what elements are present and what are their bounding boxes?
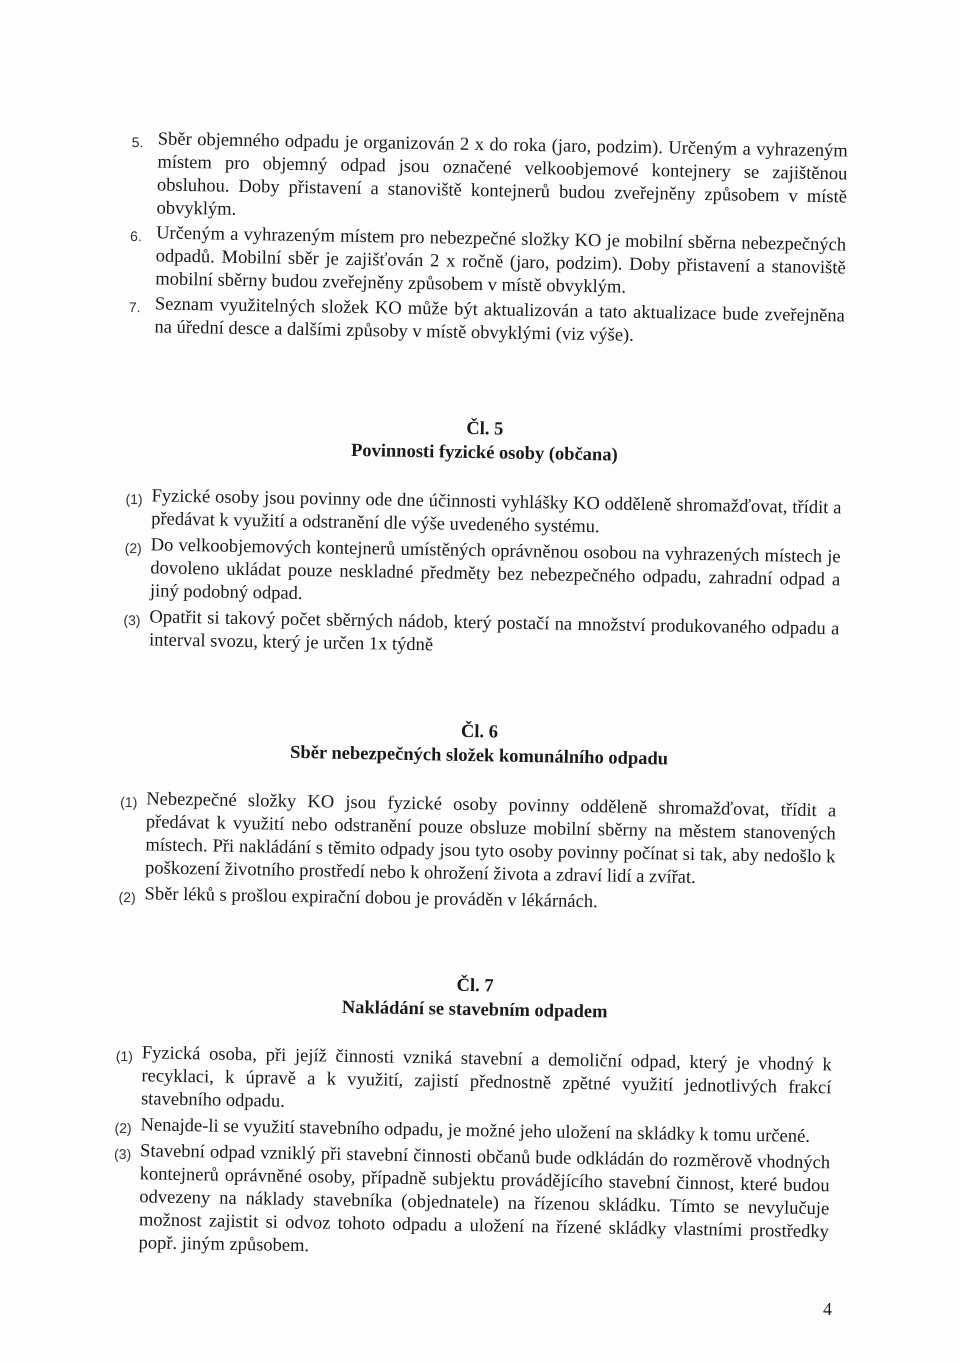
paragraph-number: (2) bbox=[114, 1119, 132, 1137]
paragraph-number: (2) bbox=[124, 539, 142, 557]
list-item-text: Seznam využitelných složek KO může být aktualizován a tato aktualizace bude zveřejněna na úřední desce a dalšími způsoby v místě obvyklými (viz výše). bbox=[154, 294, 845, 346]
paragraph-number: (1) bbox=[120, 793, 138, 811]
list-item-text: Určeným a vyhrazeným místem pro nebezpečné složky KO je mobilní sběrna nebezpečných odpadů. Mobilní sběr je zajišťován 2 x ročně (jaro, podzim). Doby přistavení a stanoviště mobilní sběrny budou zveřejněny způsobem v místě obvyklým. bbox=[155, 223, 847, 298]
paragraph-number: (1) bbox=[125, 490, 143, 508]
list-item-number: 7. bbox=[128, 298, 141, 316]
paragraph-number: (3) bbox=[123, 611, 141, 629]
paragraph bbox=[119, 788, 836, 892]
paragraph bbox=[124, 534, 841, 615]
paragraph-text: Stavební odpad vzniklý při stavební činnosti občanů bude odkládán do rozměrově vhodných kontejnerů oprávněné osoby, případně subjektu provádějícího stavební činnost, které budou odvezeny na náklady stavebníka (objednatele) na řízenou skládku. Tímto se nevylučuje možnost zajistit si odvoz tohoto odpadu a uložení na řízené skládky vlastními prostředky popř. jiným způsobem. bbox=[138, 1141, 831, 1257]
paragraph bbox=[125, 485, 842, 543]
paragraph-number: (3) bbox=[113, 1145, 132, 1163]
section-number: Čl. 5 bbox=[466, 418, 504, 440]
page-number: 4 bbox=[823, 1299, 832, 1319]
paragraph-text: Nenajde-li se využití stavebního odpadu, je možné jeho uložení na skládky k tomu určené. bbox=[140, 1115, 811, 1147]
paragraph-text: Fyzická osoba, při jejíž činnosti vzniká stavební a demoliční odpad, který je vhodný k recyklaci, k úpravě a k využití, zajistí přednostně zpětné využití jednotlivých frakcí stavebního odpadu. bbox=[140, 1043, 832, 1112]
paragraph-number: (1) bbox=[115, 1047, 134, 1065]
paragraph-text: Sběr léků s prošlou expirační dobou je prováděn v lékárnách. bbox=[144, 884, 598, 913]
section-title: Sběr nebezpečných složek komunálního odpadu bbox=[289, 742, 669, 770]
paragraph bbox=[115, 1042, 832, 1123]
page-content bbox=[112, 128, 848, 1270]
paragraph bbox=[112, 1140, 830, 1267]
paragraph-text: Nebezpečné složky KO jsou fyzické osoby povinny odděleně shromažďovat, třídit a předávat k využití nebo odstranění pouze obsluze mobilní sběrny na městem stanovených místech. Při nakládání s těmito odpady jsou tyto osoby povinny počínat si tak, aby nedošlo k poškození životního prostředí nebo k ohrožení života a zdraví lidí a zvířat. bbox=[144, 789, 837, 888]
list-item bbox=[128, 293, 845, 351]
list-item-number: 5. bbox=[131, 133, 144, 151]
paragraph-number: (2) bbox=[118, 888, 136, 906]
list-item bbox=[130, 128, 847, 232]
paragraph-text: Do velkoobjemových kontejnerů umístěných oprávněnou osobou na vyhrazených místech je dovoleno ukládat pouze neskladné předměty bez nebezpečného odpadu, zahradní odpad a jiný podobný odpad. bbox=[149, 535, 841, 605]
section-number: Čl. 7 bbox=[456, 975, 494, 997]
section-title: Nakládání se stavebním odpadem bbox=[341, 997, 608, 1023]
paragraph-text: Opatřit si takový počet sběrných nádob, který postačí na množství produkovaného odpadu a interval svozu, který je určen 1x týdně bbox=[148, 607, 840, 656]
paragraph-text: Fyzické osoby jsou povinny ode dne účinnosti vyhlášky KO odděleně shromažďovat, třídit a předávat k využití a odstranění dle výše uvedeného systému. bbox=[150, 486, 842, 538]
list-item bbox=[129, 222, 846, 303]
list-item-text: Sběr objemného odpadu je organizován 2 x do roka (jaro, podzim). Určeným a vyhrazeným místem pro objemný odpad jsou označené velkoobjemové kontejnery se zajištěnou obsluhou. Doby přistavení a stanoviště kontejnerů budou zveřejněny způsobem v místě obvyklým. bbox=[156, 129, 848, 220]
section-number: Čl. 6 bbox=[460, 721, 499, 743]
paragraph bbox=[123, 606, 840, 664]
section-title: Povinnosti fyzické osoby (občana) bbox=[350, 440, 618, 466]
list-item-number: 6. bbox=[129, 227, 142, 245]
